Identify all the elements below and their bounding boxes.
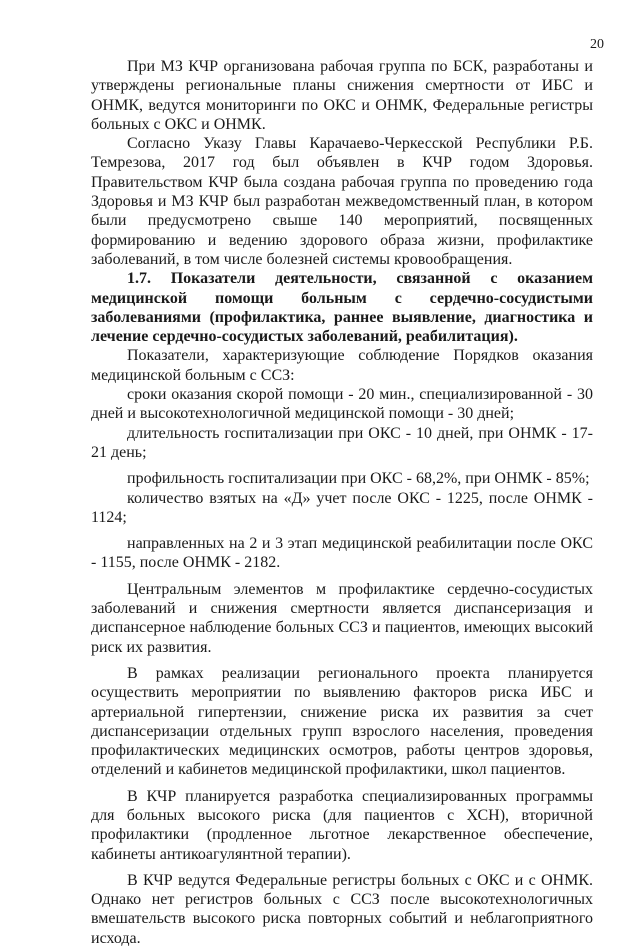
- paragraph: Центральным элементов м профилактике сердечно-сосудистых заболеваний и снижения смертности является диспансеризация и диспансерное наблюдение больных ССЗ и пациентов, имеющих высокий риск их развития.: [91, 580, 593, 656]
- paragraph: В КЧР планируется разработка специализированных программы для больных высокого риска (для пациентов с ХСН), вторичной профилактики (продленное льготное лекарственное обеспечение, кабинеты антикоагулянтной терапии).: [91, 787, 593, 863]
- list-item: длительность госпитализации при ОКС - 10 дней, при ОНМК - 17-21 день;: [91, 424, 593, 461]
- paragraph: Показатели, характеризующие соблюдение Порядков оказания медицинской больным с ССЗ:: [91, 347, 593, 384]
- page-number: 20: [590, 37, 604, 52]
- list-item: профильность госпитализации при ОКС - 68,2%, при ОНМК - 85%;: [127, 470, 590, 488]
- list-item: количество взятых на «Д» учет после ОКС - 1225, после ОНМК - 1124;: [91, 489, 593, 526]
- paragraph: Согласно Указу Главы Карачаево-Черкесской Республики Р.Б. Темрезова, 2017 год был объявлен в КЧР годом Здоровья. Правительством КЧР была создана рабочая группа по проведению года Здоровья и МЗ КЧР был разработан межведомственный план, в котором были предусмотрено свыше 140 мероприятий, посвященных формированию и ведению здорового образа жизни, профилактике заболеваний, в том числе болезней системы кровообращения.: [91, 135, 593, 268]
- section-heading: 1.7. Показатели деятельности, связанной с оказанием медицинской помощи больным с сердечно-сосудистыми заболеваниями (профилактика, раннее выявление, диагностика и лечение сердечно-сосудистых заболеваний, реабилитация).: [91, 270, 593, 346]
- paragraph: В КЧР ведутся Федеральные регистры больных с ОКС и с ОНМК. Однако нет регистров больных с ССЗ после высокотехнологичных вмешательств высокого риска повторных событий и неблагоприятного исхода.: [91, 871, 593, 947]
- list-item: сроки оказания скорой помощи - 20 мин., специализированной - 30 дней и высокотехнологичной медицинской помощи - 30 дней;: [91, 386, 593, 423]
- list-item: направленных на 2 и 3 этап медицинской реабилитации после ОКС - 1155, после ОНМК - 2182.: [91, 535, 593, 572]
- page-body: [91, 57, 593, 948]
- paragraph: При МЗ КЧР организована рабочая группа по БСК, разработаны и утверждены региональные планы снижения смертности от ИБС и ОНМК, ведутся мониторинги по ОКС и ОНМК, Федеральные регистры больных с ОКС и ОНМК.: [91, 58, 593, 133]
- paragraph: В рамках реализации регионального проекта планируется осуществить мероприятии по выявлению факторов риска ИБС и артериальной гипертензии, снижение риска их развития за счет диспансеризации отдельных групп взрослого населения, проведения профилактических медицинских осмотров, работы центров здоровья, отделений и кабинетов медицинской профилактики, школ пациентов.: [91, 664, 593, 779]
